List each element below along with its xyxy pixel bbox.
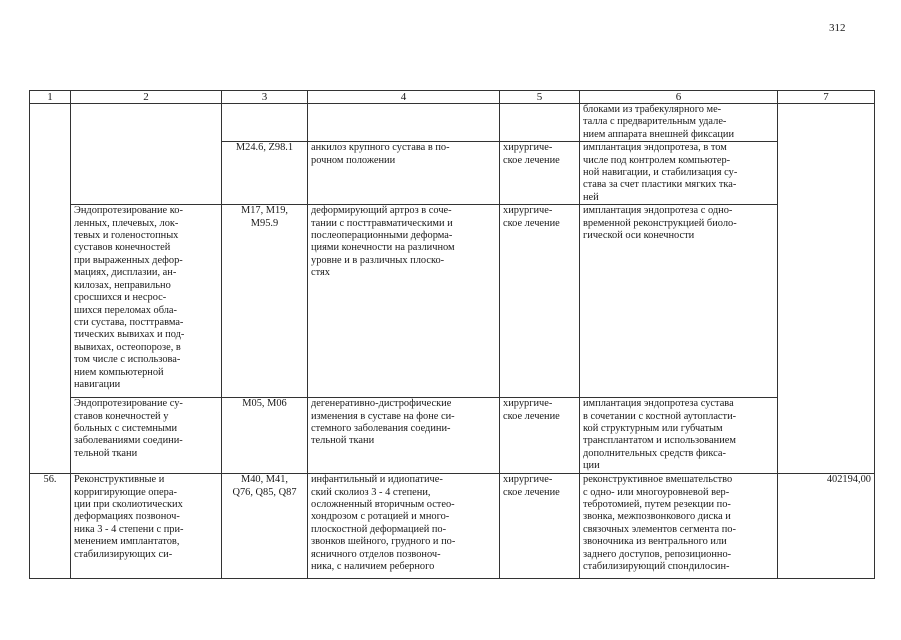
header-cell: 4: [308, 91, 500, 104]
header-cell: 5: [500, 91, 580, 104]
treatment-type-cell: хирургиче- ское лечение: [500, 205, 580, 398]
intervention-name-cell: Эндопротезирование су- ставов конечностей у больных с системными заболеваниями соедини- тельной ткани: [71, 398, 222, 474]
intervention-name-cell: Реконструктивные и корригирующие опера- ции при сколиотических деформациях позвоноч- ника 3 - 4 степени с при- менением имплантатов, стабилизирующих си-: [71, 474, 222, 579]
patient-model-cell: инфантильный и идиопатиче- ский сколиоз 3 - 4 степени, осложненный вторичным остео- хондрозом с ротацией и много- плоскостной деформацией по- звонков шейного, грудного и по- ясничного отделов позвоноч- ника, с наличием реберного: [308, 474, 500, 579]
page-number: 312: [829, 22, 846, 34]
header-cell: 7: [778, 91, 875, 104]
services-table: [29, 90, 875, 579]
treatment-method-cell: блоками из трабекулярного ме- талла с предварительным удале- нием аппарата внешней фиксации: [580, 104, 778, 142]
table-row: [30, 474, 875, 579]
table-row: [30, 205, 875, 398]
intervention-name-cell: Эндопротезирование ко- ленных, плечевых, лок- тевых и голеностопных суставов конечностей при выраженных дефор- мациях, дисплазии, ан- килозах, неправильно сросшихся и несрос- шихся переломах обла- сти сустава, посттравма- тических вывихах и под- вывихах, остеопорозе, в том числе с использова- нием компьютерной навигации: [71, 205, 222, 398]
treatment-method-cell: реконструктивное вмешательство с одно- или многоуровневой вер- тебротомией, путем резекции по- звонка, межпозвонкового диска и связочных элементов сегмента по- звоночника из вентрального или заднего доступов, репозиционно- стабилизирующий спондилосин-: [580, 474, 778, 579]
patient-model-cell: [308, 104, 500, 142]
intervention-name-cell: [71, 104, 222, 205]
treatment-type-cell: хирургиче- ское лечение: [500, 398, 580, 474]
treatment-type-cell: хирургиче- ское лечение: [500, 474, 580, 579]
table-header-row: [30, 91, 875, 104]
header-cell: 6: [580, 91, 778, 104]
patient-model-cell: дегенеративно-дистрофические изменения в суставе на фоне си- стемного заболевания соедини- тельной ткани: [308, 398, 500, 474]
treatment-method-cell: имплантация эндопротеза сустава в сочетании с костной аутопласти- кой структурным или губчатым трансплантатом и использованием дополнительных средств фикса- ции: [580, 398, 778, 474]
row-number-cell: [30, 104, 71, 474]
treatment-type-cell: хирургиче- ское лечение: [500, 142, 580, 205]
icd-codes-cell: M17, M19, M95.9: [222, 205, 308, 398]
table-row: [30, 398, 875, 474]
header-cell: 3: [222, 91, 308, 104]
cost-cell: [778, 104, 875, 474]
icd-codes-cell: M40, M41, Q76, Q85, Q87: [222, 474, 308, 579]
table-row: [30, 104, 875, 142]
icd-codes-cell: M24.6, Z98.1: [222, 142, 308, 205]
patient-model-cell: анкилоз крупного сустава в по- рочном положении: [308, 142, 500, 205]
header-cell: 2: [71, 91, 222, 104]
patient-model-cell: деформирующий артроз в соче- тании с посттравматическими и послеоперационными деформа- циями конечности на различном уровне и в различных плоско- стях: [308, 205, 500, 398]
header-cell: 1: [30, 91, 71, 104]
icd-codes-cell: M05, M06: [222, 398, 308, 474]
icd-codes-cell: [222, 104, 308, 142]
treatment-method-cell: имплантация эндопротеза, в том числе под контролем компьютер- ной навигации, и стабилизация су- става за счет пластики мягких тка- ней: [580, 142, 778, 205]
treatment-method-cell: имплантация эндопротеза с одно- временной реконструкцией биоло- гической оси конечности: [580, 205, 778, 398]
cost-cell: 402194,00: [778, 474, 875, 579]
row-number-cell: 56.: [30, 474, 71, 579]
treatment-type-cell: [500, 104, 580, 142]
